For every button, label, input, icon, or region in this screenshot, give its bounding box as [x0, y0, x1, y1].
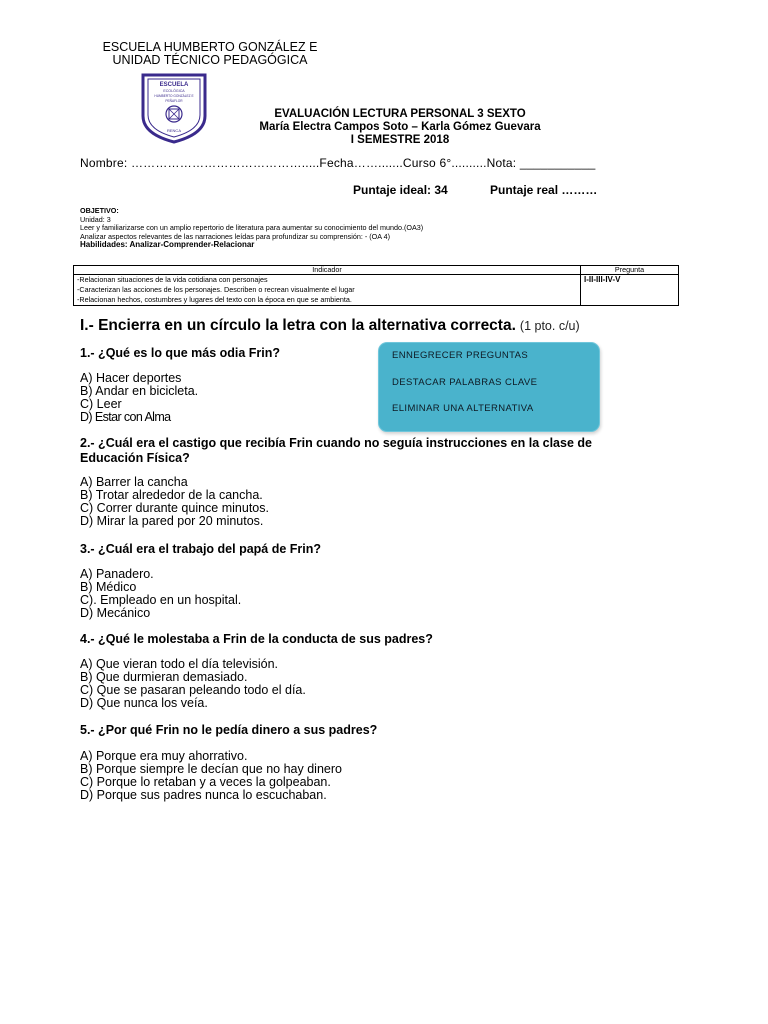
question-4-options [80, 658, 306, 710]
question-2-line-1: 2.- ¿Cuál era el castigo que recibía Frin cuando no seguía instrucciones en la clase de [80, 436, 592, 450]
option: B) Andar en bicicleta. [80, 384, 199, 398]
section-instruction: I.- Encierra en un círculo la letra con la alternativa correcta. [80, 317, 516, 334]
exam-semester: I SEMESTRE 2018 [350, 134, 450, 146]
student-info-line: Nombre: …………………………………….....Fecha…….......Curso 6°..........Nota: ___________ [80, 156, 596, 170]
puntaje-ideal: Puntaje ideal: 34 [353, 183, 448, 197]
indicator-cell [74, 275, 581, 306]
exam-authors: María Electra Campos Soto – Karla Gómez Guevara [259, 121, 541, 133]
table-header-row [74, 266, 679, 275]
question-2-options [80, 476, 269, 528]
option: A) Barrer la cancha [80, 475, 188, 489]
callout-item: ELIMINAR UNA ALTERNATIVA [392, 403, 534, 414]
question-1: 1.- ¿Qué es lo que más odia Frin? [80, 346, 281, 360]
question-3-options [80, 568, 241, 620]
option: C) Que se pasaran peleando todo el día. [80, 683, 306, 697]
logo-text-2: ECOLÓGICA [163, 89, 185, 93]
option: B) Trotar alrededor de la cancha. [80, 488, 263, 502]
adaptation-callout [378, 342, 600, 432]
indicator-header: Indicador [74, 266, 581, 275]
option: A) Panadero. [80, 567, 154, 581]
section-points: (1 pto. c/u) [519, 319, 580, 333]
callout-item: ENNEGRECER PREGUNTAS [392, 350, 529, 361]
objective-heading: OBJETIVO: [80, 206, 119, 215]
indicator-item: -Relacionan hechos, costumbres y lugares del texto con la época en que se ambienta. [77, 295, 352, 304]
indicator-table [73, 265, 679, 306]
question-3: 3.- ¿Cuál era el trabajo del papá de Frin? [80, 542, 322, 556]
objective-line-1: Leer y familiarizarse con un amplio repertorio de literatura para aumentar su conocimiento del mundo.(OA3) [80, 223, 424, 233]
objective-skills: Habilidades: Analizar-Comprender-Relacionar [80, 240, 255, 250]
school-name: ESCUELA HUMBERTO GONZÁLEZ E [102, 40, 318, 54]
option: B) Porque siempre le decían que no hay dinero [80, 762, 342, 776]
indicator-item: -Relacionan situaciones de la vida cotidiana con personajes [77, 275, 268, 284]
objective-line-2: Analizar aspectos relevantes de las narraciones leídas para profundizar su comprensión: - (OA 4) [80, 231, 391, 241]
objective-block [80, 207, 423, 250]
question-2 [80, 436, 592, 466]
callout-item: DESTACAR PALABRAS CLAVE [392, 377, 538, 388]
school-unit: UNIDAD TÉCNICO PEDAGÓGICA [112, 53, 308, 67]
option: D) Que nunca los veía. [80, 696, 208, 710]
option: C) Porque lo retaban y a veces la golpeaban. [80, 775, 331, 789]
option: B) Que durmieran demasiado. [80, 670, 248, 684]
option: A) Que vieran todo el día televisión. [80, 657, 279, 671]
option: C) Correr durante quince minutos. [80, 501, 269, 515]
question-header: Pregunta [581, 266, 679, 275]
option: B) Médico [80, 580, 137, 594]
question-2-line-2: Educación Física? [80, 451, 190, 465]
question-cell: I-II-III-IV-V [581, 275, 679, 306]
option: D) Estar con Alma [80, 410, 171, 424]
option: D) Porque sus padres nunca lo escuchaban. [80, 788, 327, 802]
option: A) Porque era muy ahorrativo. [80, 749, 248, 763]
question-5: 5.- ¿Por qué Frin no le pedía dinero a sus padres? [80, 723, 378, 737]
section-title [80, 317, 580, 335]
logo-text-5: RENCA [166, 128, 182, 133]
exam-title: EVALUACIÓN LECTURA PERSONAL 3 SEXTO [274, 108, 526, 120]
question-5-options [80, 750, 342, 802]
question-4: 4.- ¿Qué le molestaba a Frin de la conducta de sus padres? [80, 632, 433, 646]
option: A) Hacer deportes [80, 371, 182, 385]
puntaje-real: Puntaje real ……… [490, 183, 598, 197]
objective-unit: Unidad: 3 [80, 214, 111, 224]
question-1-options [80, 372, 198, 424]
table-row [74, 275, 679, 306]
logo-text-1: ESCUELA [159, 82, 189, 88]
option: D) Mecánico [80, 606, 151, 620]
logo-text-3: HUMBERTO GONZÁLEZ E [154, 94, 194, 98]
option: D) Mirar la pared por 20 minutos. [80, 514, 264, 528]
logo-text-4: PEÑAFLOR [165, 99, 183, 103]
indicator-item: -Caracterizan las acciones de los personajes. Describen o recrean visualmente el lugar [77, 285, 355, 294]
option: C). Empleado en un hospital. [80, 593, 242, 607]
option: C) Leer [80, 397, 122, 411]
